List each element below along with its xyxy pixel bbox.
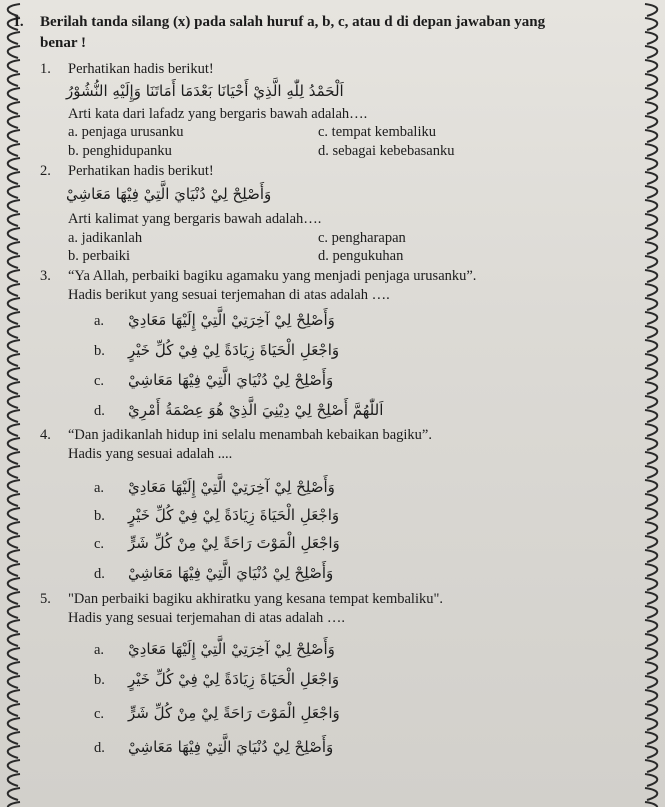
spiral-coil [8,270,20,282]
q4-number: 4. [40,427,51,443]
spiral-coil [8,634,20,646]
spiral-coil [8,228,20,240]
spiral-coil [645,536,657,548]
spiral-coil [645,522,657,534]
spiral-coil [8,32,20,44]
spiral-coil [8,242,20,254]
q5-option-c-text[interactable]: وَاجْعَلِ الْمَوْتَ رَاحَةً لِيْ مِنْ كُلِّ شَرٍّ [128,704,340,722]
spiral-coil [8,662,20,674]
q3-option-b-text[interactable]: وَاجْعَلِ الْحَيَاةَ زِيَادَةً لِيْ فِيْ كُلِّ خَيْرٍ [128,341,340,359]
q5-option-d-text[interactable]: وَأَصْلِحْ لِيْ دُنْيَايَ الَّتِيْ فِيْهَا مَعَاشِيْ [128,738,334,756]
spiral-coil [645,354,657,366]
q3-option-c-text[interactable]: وَأَصْلِحْ لِيْ دُنْيَايَ الَّتِيْ فِيْهَا مَعَاشِيْ [128,371,334,389]
spiral-coil [645,648,657,660]
q2-option-d[interactable]: d. pengukuhan [318,248,404,264]
spiral-coil [645,74,657,86]
spiral-coil [645,102,657,114]
spiral-coil [8,298,20,310]
spiral-coil [645,88,657,100]
spiral-coil [8,760,20,772]
spiral-coil [645,410,657,422]
spiral-coil [8,774,20,786]
q1-option-d[interactable]: d. sebagai kebebasanku [318,143,455,159]
spiral-coil [8,690,20,702]
spiral-coil [645,298,657,310]
spiral-coil [645,620,657,632]
spiral-coil [645,270,657,282]
spiral-coil [645,382,657,394]
q5-line-1: "Dan perbaiki bagiku akhiratku yang kesana tempat kembaliku". [68,591,444,607]
spiral-coil [8,284,20,296]
spiral-coil [8,326,20,338]
spiral-coil [645,214,657,226]
q4-option-c-text[interactable]: وَاجْعَلِ الْمَوْتَ رَاحَةً لِيْ مِنْ كُلِّ شَرٍّ [128,534,340,552]
spiral-coil [645,508,657,520]
q2-number: 2. [40,163,51,179]
spiral-coil [645,186,657,198]
spiral-coil [8,480,20,492]
spiral-coil [645,144,657,156]
spiral-coil [8,396,20,408]
spiral-coil [645,746,657,758]
spiral-coil [8,186,20,198]
spiral-coil [645,550,657,562]
spiral-coil [645,704,657,716]
spiral-coil [8,172,20,184]
spiral-coil [8,452,20,464]
q3-option-d-text[interactable]: اَللّٰهُمَّ أَصْلِحْ لِيْ دِيْنِيَ الَّذِيْ هُوَ عِصْمَةُ أَمْرِيْ [128,401,384,419]
q2-option-a[interactable]: a. jadikanlah [68,230,143,246]
spiral-coil [8,256,20,268]
q4-line-2: Hadis yang sesuai adalah .... [68,446,233,462]
spiral-coil [8,802,20,807]
q4-option-c-label[interactable]: c. [94,536,105,552]
q1-question: Arti kata dari lafadz yang bergaris bawah adalah…. [68,106,368,122]
spiral-coil [8,144,20,156]
spiral-coil [645,494,657,506]
q3-option-a-label[interactable]: a. [94,313,105,329]
spiral-coil [8,718,20,730]
spiral-coil [8,732,20,744]
spiral-coil [8,354,20,366]
q4-option-b-label[interactable]: b. [94,508,105,524]
q4-option-d-label[interactable]: d. [94,566,105,582]
q3-line-1: “Ya Allah, perbaiki bagiku agamaku yang menjadi penjaga urusanku”. [68,268,477,284]
q5-option-c-label[interactable]: c. [94,706,105,722]
q2-arabic: وَأَصْلِحْ لِيْ دُنْيَايَ الَّتِيْ فِيْهَا مَعَاشِيْ [66,185,272,203]
spiral-coil [645,228,657,240]
q2-prompt: Perhatikan hadis berikut! [68,163,214,179]
q4-option-b-text[interactable]: وَاجْعَلِ الْحَيَاةَ زِيَادَةً لِيْ فِيْ كُلِّ خَيْرٍ [128,506,340,524]
q3-option-c-label[interactable]: c. [94,373,105,389]
spiral-coil [645,774,657,786]
q2-question: Arti kalimat yang bergaris bawah adalah…. [68,211,322,227]
spiral-coil [645,46,657,58]
spiral-coil [8,130,20,142]
spiral-coil [8,508,20,520]
q4-option-d-text[interactable]: وَأَصْلِحْ لِيْ دُنْيَايَ الَّتِيْ فِيْهَا مَعَاشِيْ [128,564,334,582]
q5-line-2: Hadis yang sesuai terjemahan di atas adalah …. [68,610,346,626]
spiral-coil [8,606,20,618]
spiral-coil [8,102,20,114]
q2-option-c[interactable]: c. pengharapan [318,230,406,246]
spiral-coil [645,788,657,800]
spiral-coil [8,340,20,352]
spiral-coil [645,802,657,807]
q1-number: 1. [40,61,51,77]
spiral-coil [8,424,20,436]
spiral-coil [645,242,657,254]
spiral-coil [645,18,657,30]
q1-option-b[interactable]: b. penghidupanku [68,143,172,159]
spiral-coil [8,438,20,450]
spiral-coil [645,634,657,646]
spiral-coil [645,396,657,408]
spiral-coil [8,60,20,72]
spiral-coil [645,116,657,128]
spiral-coil [645,60,657,72]
spiral-coil [645,4,657,16]
q1-arabic: اَلْحَمْدُ لِلّٰهِ الَّذِيْ أَحْيَانَا بَعْدَمَا أَمَاتَنَا وَإِلَيْهِ النُّشُوْرُ [66,82,344,100]
q5-option-b-label[interactable]: b. [94,672,105,688]
spiral-coil [8,158,20,170]
spiral-coil [8,382,20,394]
spiral-coil [8,88,20,100]
q5-option-d-label[interactable]: d. [94,740,105,756]
q2-option-b[interactable]: b. perbaiki [68,248,131,264]
q1-option-c[interactable]: c. tempat kembaliku [318,124,436,140]
spiral-coil [8,648,20,660]
q4-line-1: “Dan jadikanlah hidup ini selalu menambah kebaikan bagiku”. [68,427,432,443]
spiral-coil [8,368,20,380]
spiral-coil [8,214,20,226]
spiral-coil [8,550,20,562]
q1-prompt: Perhatikan hadis berikut! [68,61,214,77]
spiral-coil [8,74,20,86]
section-number: I. [14,14,24,30]
spiral-coil [645,172,657,184]
spiral-coil [645,732,657,744]
q1-option-a[interactable]: a. penjaga urusanku [68,124,184,140]
spiral-coil [8,312,20,324]
instruction-line-2: benar ! [40,35,86,51]
instruction-line-1: Berilah tanda silang (x) pada salah huruf a, b, c, atau d di depan jawaban yang [40,14,546,30]
q3-option-d-label[interactable]: d. [94,403,105,419]
spiral-coil [8,592,20,604]
spiral-coil [645,690,657,702]
q3-number: 3. [40,268,51,284]
spiral-coil [645,676,657,688]
spiral-coil [645,718,657,730]
q3-option-a-text[interactable]: وَأَصْلِحْ لِيْ آخِرَتِيْ الَّتِيْ إِلَيْهَا مَعَادِيْ [128,311,335,329]
spiral-coil [8,620,20,632]
spiral-coil [645,368,657,380]
spiral-coil [645,340,657,352]
spiral-coil [8,522,20,534]
spiral-coil [645,592,657,604]
spiral-coil [645,564,657,576]
spiral-coil [645,326,657,338]
q4-option-a-label[interactable]: a. [94,480,105,496]
q5-option-a-text[interactable]: وَأَصْلِحْ لِيْ آخِرَتِيْ الَّتِيْ إِلَيْهَا مَعَادِيْ [128,640,335,658]
q5-option-b-text[interactable]: وَاجْعَلِ الْحَيَاةَ زِيَادَةً لِيْ فِيْ كُلِّ خَيْرٍ [128,670,340,688]
spiral-coil [645,32,657,44]
spiral-coil [645,312,657,324]
spiral-coil [645,200,657,212]
q4-option-a-text[interactable]: وَأَصْلِحْ لِيْ آخِرَتِيْ الَّتِيْ إِلَيْهَا مَعَادِيْ [128,478,335,496]
spiral-coil [645,424,657,436]
spiral-coil [645,130,657,142]
spiral-coil [645,760,657,772]
spiral-coil [645,158,657,170]
spiral-coil [645,578,657,590]
spiral-coil [8,564,20,576]
spiral-coil [645,284,657,296]
spiral-coil [645,466,657,478]
spiral-coil [645,438,657,450]
spiral-coil [645,606,657,618]
spiral-coil [645,452,657,464]
q3-option-b-label[interactable]: b. [94,343,105,359]
spiral-coil [8,466,20,478]
spiral-coil [8,494,20,506]
q5-option-a-label[interactable]: a. [94,642,105,658]
spiral-coil [8,704,20,716]
spiral-coil [8,788,20,800]
spiral-coil [8,578,20,590]
spiral-coil [8,410,20,422]
spiral-coil [8,46,20,58]
spiral-coil [8,746,20,758]
q5-number: 5. [40,591,51,607]
spiral-coil [8,536,20,548]
spiral-coil [8,116,20,128]
spiral-coil [8,676,20,688]
spiral-coil [645,662,657,674]
spiral-coil [645,256,657,268]
spiral-binding-left [0,0,22,807]
q3-line-2: Hadis berikut yang sesuai terjemahan di atas adalah …. [68,287,390,303]
spiral-coil [8,200,20,212]
spiral-binding-right [643,0,665,807]
spiral-coil [645,480,657,492]
